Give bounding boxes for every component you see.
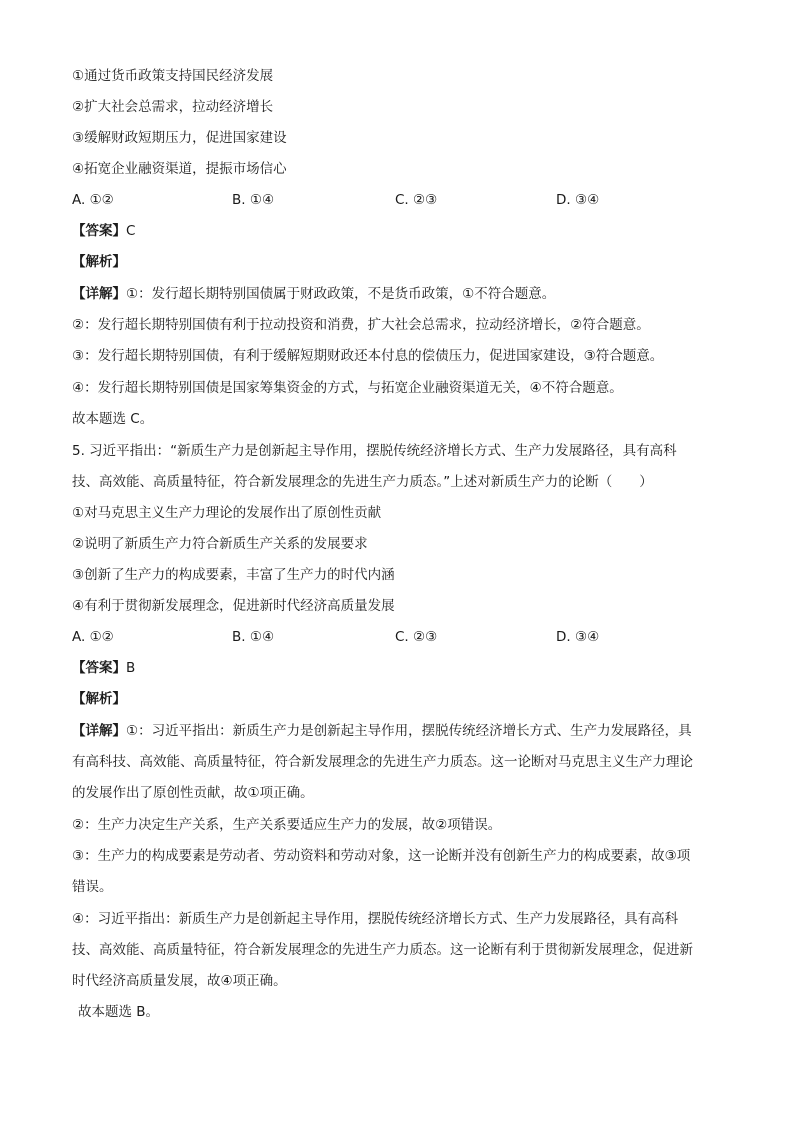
- q5-detail-line-9: 时代经济高质量发展，故④项正确。: [72, 973, 287, 989]
- q5-statement-1: ①对马克思主义生产力理论的发展作出了原创性贡献: [72, 505, 382, 521]
- q5-detail-line-8: 技、高效能、高质量特征，符合新发展理念的先进生产力质态。这一论断有利于贯彻新发展理念，促进新: [72, 942, 693, 958]
- q5-statement-2: ②说明了新质生产力符合新质生产关系的发展要求: [72, 536, 368, 552]
- q5-detail-line-1-text: ①：习近平指出：新质生产力是创新起主导作用，摆脱传统经济增长方式、生产力发展路径，具: [126, 723, 692, 739]
- q5-statement-4: ④有利于贯彻新发展理念，促进新时代经济高质量发展: [72, 598, 395, 614]
- q4-option-a: A. ①②: [72, 192, 114, 208]
- q4-statement-4: ④拓宽企业融资渠道，提振市场信心: [72, 161, 287, 177]
- q4-detail-1-text: ①：发行超长期特别国债属于财政政策，不是货币政策，①不符合题意。: [126, 286, 556, 302]
- q5-detail-line-4: ②：生产力决定生产关系，生产关系要适应生产力的发展，故②项错误。: [72, 817, 502, 833]
- q5-conclusion: 故本题选 B。: [78, 1004, 160, 1020]
- q4-detail-label: 【详解】: [72, 286, 126, 302]
- q4-answer: [72, 221, 135, 241]
- q4-detail-4: ④：发行超长期特别国债是国家筹集资金的方式，与拓宽企业融资渠道无关，④不符合题意。: [72, 380, 623, 396]
- q5-answer-label: 【答案】: [72, 660, 126, 676]
- q5-option-d: D. ③④: [556, 629, 600, 645]
- q4-answer-value: C: [126, 223, 136, 239]
- q5-detail-line-3: 的发展作出了原创性贡献，故①项正确。: [72, 785, 314, 801]
- q5-statement-3: ③创新了生产力的构成要素，丰富了生产力的时代内涵: [72, 567, 395, 583]
- q5-detail-line-6: 错误。: [72, 879, 113, 895]
- q5-option-a: A. ①②: [72, 629, 114, 645]
- q4-option-d: D. ③④: [556, 192, 600, 208]
- q4-statement-2: ②扩大社会总需求，拉动经济增长: [72, 99, 274, 115]
- q4-statement-1: ①通过货币政策支持国民经济发展: [72, 68, 274, 84]
- q5-analysis-label: 【解析】: [72, 691, 126, 707]
- q5-detail-line-2: 有高科技、高效能、高质量特征，符合新发展理念的先进生产力质态。这一论断对马克思主义生产力理论: [72, 754, 693, 770]
- q4-conclusion: 故本题选 C。: [72, 411, 154, 427]
- q5-option-c: C. ②③: [395, 629, 438, 645]
- q4-answer-label: 【答案】: [72, 223, 126, 239]
- q5-answer-value: B: [126, 660, 136, 676]
- q5-option-b: B. ①④: [232, 629, 275, 645]
- q4-option-b: B. ①④: [232, 192, 275, 208]
- q4-detail-3: ③：发行超长期特别国债，有利于缓解短期财政还本付息的偿债压力，促进国家建设，③符合题意。: [72, 348, 664, 364]
- q4-detail-1: [72, 284, 555, 304]
- q5-answer: [72, 658, 135, 678]
- q4-option-c: C. ②③: [395, 192, 438, 208]
- q5-stem-line-1: 5. 习近平指出：“新质生产力是创新起主导作用，摆脱传统经济增长方式、生产力发展路径，具有高科: [72, 443, 677, 459]
- q4-analysis-label: 【解析】: [72, 254, 126, 270]
- q5-detail-line-5: ③：生产力的构成要素是劳动者、劳动资料和劳动对象，这一论断并没有创新生产力的构成要素，故③项: [72, 848, 691, 864]
- q5-detail-line-1: [72, 721, 692, 741]
- q4-detail-2: ②：发行超长期特别国债有利于拉动投资和消费，扩大社会总需求，拉动经济增长，②符合题意。: [72, 317, 650, 333]
- q5-detail-label: 【详解】: [72, 723, 126, 739]
- q5-detail-line-7: ④：习近平指出：新质生产力是创新起主导作用，摆脱传统经济增长方式、生产力发展路径，具有高科: [72, 911, 679, 927]
- q4-statement-3: ③缓解财政短期压力，促进国家建设: [72, 130, 287, 146]
- q5-stem-line-2: 技、高效能、高质量特征，符合新发展理念的先进生产力质态。”上述对新质生产力的论断（ ）: [72, 474, 653, 490]
